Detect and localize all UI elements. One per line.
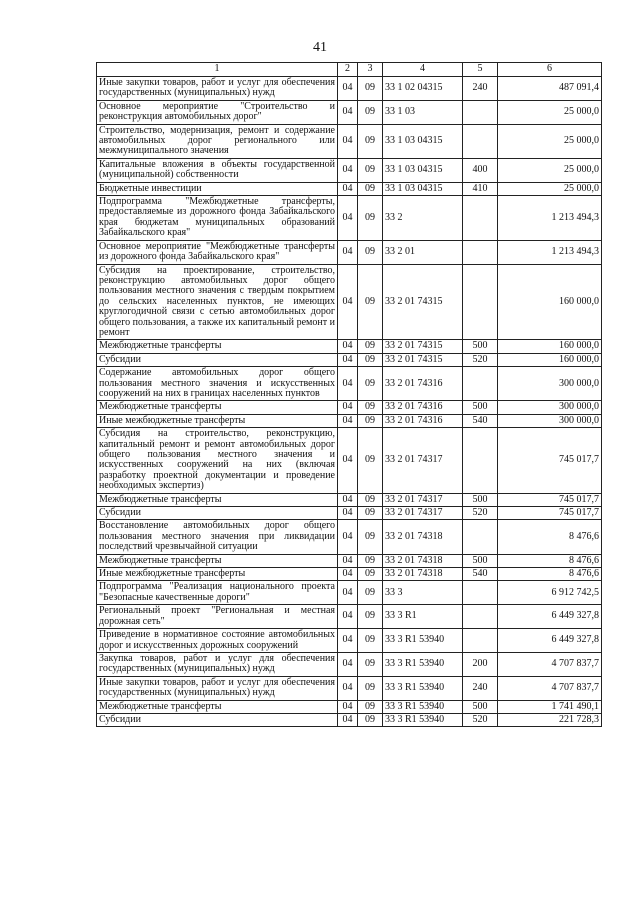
section-code-cell: 04 <box>338 367 358 401</box>
table-row <box>97 700 602 713</box>
row-name-cell: Основное мероприятие "Строительство и реконструкция автомобильных дорог" <box>97 100 338 124</box>
subsection-code-cell: 09 <box>358 605 383 629</box>
expense-type-cell <box>463 196 498 241</box>
section-code-cell: 04 <box>338 554 358 567</box>
budget-table <box>96 62 602 727</box>
table-row <box>97 414 602 427</box>
row-name-cell: Межбюджетные трансферты <box>97 401 338 414</box>
subsection-code-cell: 09 <box>358 367 383 401</box>
target-article-cell: 33 1 03 04315 <box>383 158 463 182</box>
section-code-cell: 04 <box>338 401 358 414</box>
table-row <box>97 428 602 493</box>
section-code-cell: 04 <box>338 700 358 713</box>
target-article-cell: 33 2 01 74315 <box>383 340 463 353</box>
header-cell: 6 <box>498 63 602 77</box>
section-code-cell: 04 <box>338 196 358 241</box>
expense-type-cell: 520 <box>463 353 498 366</box>
table-row <box>97 158 602 182</box>
expense-type-cell <box>463 605 498 629</box>
subsection-code-cell: 09 <box>358 554 383 567</box>
header-cell: 5 <box>463 63 498 77</box>
amount-cell: 4 707 837,7 <box>498 676 602 700</box>
amount-cell: 25 000,0 <box>498 158 602 182</box>
header-cell: 1 <box>97 63 338 77</box>
amount-cell: 4 707 837,7 <box>498 652 602 676</box>
row-name-cell: Межбюджетные трансферты <box>97 554 338 567</box>
expense-type-cell <box>463 428 498 493</box>
target-article-cell: 33 2 01 74315 <box>383 353 463 366</box>
amount-cell: 1 213 494,3 <box>498 240 602 264</box>
table-row <box>97 605 602 629</box>
section-code-cell: 04 <box>338 353 358 366</box>
target-article-cell: 33 3 R1 53940 <box>383 652 463 676</box>
section-code-cell: 04 <box>338 493 358 506</box>
table-row <box>97 581 602 605</box>
expense-type-cell <box>463 520 498 554</box>
target-article-cell: 33 2 01 74315 <box>383 264 463 340</box>
header-cell: 3 <box>358 63 383 77</box>
subsection-code-cell: 09 <box>358 414 383 427</box>
page-number: 41 <box>313 40 327 55</box>
row-name-cell: Субсидии <box>97 353 338 366</box>
row-name-cell: Капитальные вложения в объекты государственной (муниципальной) собственности <box>97 158 338 182</box>
table-row <box>97 264 602 340</box>
amount-cell: 160 000,0 <box>498 353 602 366</box>
expense-type-cell <box>463 629 498 653</box>
subsection-code-cell: 09 <box>358 629 383 653</box>
table-row <box>97 629 602 653</box>
subsection-code-cell: 09 <box>358 124 383 158</box>
amount-cell: 160 000,0 <box>498 264 602 340</box>
expense-type-cell <box>463 100 498 124</box>
expense-type-cell: 240 <box>463 676 498 700</box>
row-name-cell: Субсидия на проектирование, строительство, реконструкцию автомобильных дорог общего пользования местного значения с твердым покрытием до сельских населенных пунктов, не имеющих круглогодичной связи с сетью автомобильных дорог общего пользования, а также их капитальный ремонт и ремонт <box>97 264 338 340</box>
row-name-cell: Строительство, модернизация, ремонт и содержание автомобильных дорог регионального или межмуниципального значения <box>97 124 338 158</box>
row-name-cell: Субсидия на строительство, реконструкцию, капитальный ремонт и ремонт автомобильных дорог общего пользования местного значения и искусственных сооружений на них (включая разработку проектной документации и проведение необходимых экспертиз) <box>97 428 338 493</box>
section-code-cell: 04 <box>338 568 358 581</box>
expense-type-cell <box>463 124 498 158</box>
section-code-cell: 04 <box>338 652 358 676</box>
table-row <box>97 340 602 353</box>
target-article-cell: 33 2 01 74316 <box>383 401 463 414</box>
table-row <box>97 124 602 158</box>
section-code-cell: 04 <box>338 414 358 427</box>
section-code-cell: 04 <box>338 581 358 605</box>
target-article-cell: 33 2 01 74318 <box>383 520 463 554</box>
target-article-cell: 33 3 R1 <box>383 605 463 629</box>
amount-cell: 8 476,6 <box>498 554 602 567</box>
table-row <box>97 77 602 101</box>
table-row <box>97 240 602 264</box>
target-article-cell: 33 2 01 74318 <box>383 554 463 567</box>
section-code-cell: 04 <box>338 240 358 264</box>
row-name-cell: Бюджетные инвестиции <box>97 182 338 195</box>
amount-cell: 300 000,0 <box>498 367 602 401</box>
expense-type-cell <box>463 581 498 605</box>
row-name-cell: Субсидии <box>97 713 338 726</box>
row-name-cell: Межбюджетные трансферты <box>97 340 338 353</box>
section-code-cell: 04 <box>338 629 358 653</box>
expense-type-cell: 240 <box>463 77 498 101</box>
table-row <box>97 713 602 726</box>
target-article-cell: 33 3 R1 53940 <box>383 676 463 700</box>
row-name-cell: Закупка товаров, работ и услуг для обеспечения государственных (муниципальных) нужд <box>97 652 338 676</box>
table-row <box>97 196 602 241</box>
subsection-code-cell: 09 <box>358 100 383 124</box>
expense-type-cell: 200 <box>463 652 498 676</box>
expense-type-cell: 540 <box>463 414 498 427</box>
amount-cell: 1 741 490,1 <box>498 700 602 713</box>
amount-cell: 8 476,6 <box>498 568 602 581</box>
row-name-cell: Региональный проект "Региональная и местная дорожная сеть" <box>97 605 338 629</box>
section-code-cell: 04 <box>338 713 358 726</box>
row-name-cell: Подпрограмма "Реализация национального проекта "Безопасные качественные дороги" <box>97 581 338 605</box>
table-row <box>97 676 602 700</box>
subsection-code-cell: 09 <box>358 581 383 605</box>
target-article-cell: 33 2 01 74318 <box>383 568 463 581</box>
row-name-cell: Субсидии <box>97 507 338 520</box>
target-article-cell: 33 3 R1 53940 <box>383 713 463 726</box>
expense-type-cell: 540 <box>463 568 498 581</box>
row-name-cell: Иные закупки товаров, работ и услуг для обеспечения государственных (муниципальных) нужд <box>97 77 338 101</box>
amount-cell: 8 476,6 <box>498 520 602 554</box>
subsection-code-cell: 09 <box>358 652 383 676</box>
row-name-cell: Подпрограмма "Межбюджетные трансферты, предоставляемые из дорожного фонда Забайкальского края бюджетам муниципальных образований Забайкальского края" <box>97 196 338 241</box>
section-code-cell: 04 <box>338 77 358 101</box>
amount-cell: 300 000,0 <box>498 401 602 414</box>
table-row <box>97 554 602 567</box>
amount-cell: 6 449 327,8 <box>498 605 602 629</box>
table-row <box>97 507 602 520</box>
subsection-code-cell: 09 <box>358 240 383 264</box>
table-row <box>97 182 602 195</box>
amount-cell: 25 000,0 <box>498 124 602 158</box>
subsection-code-cell: 09 <box>358 182 383 195</box>
target-article-cell: 33 1 02 04315 <box>383 77 463 101</box>
subsection-code-cell: 09 <box>358 353 383 366</box>
subsection-code-cell: 09 <box>358 713 383 726</box>
expense-type-cell: 520 <box>463 507 498 520</box>
section-code-cell: 04 <box>338 676 358 700</box>
expense-type-cell: 500 <box>463 700 498 713</box>
table-row <box>97 353 602 366</box>
expense-type-cell: 500 <box>463 340 498 353</box>
target-article-cell: 33 2 01 <box>383 240 463 264</box>
expense-type-cell: 400 <box>463 158 498 182</box>
table-row <box>97 520 602 554</box>
target-article-cell: 33 2 01 74317 <box>383 507 463 520</box>
amount-cell: 300 000,0 <box>498 414 602 427</box>
target-article-cell: 33 1 03 <box>383 100 463 124</box>
table-row <box>97 652 602 676</box>
expense-type-cell <box>463 240 498 264</box>
section-code-cell: 04 <box>338 428 358 493</box>
expense-type-cell: 500 <box>463 554 498 567</box>
table-row <box>97 493 602 506</box>
amount-cell: 6 449 327,8 <box>498 629 602 653</box>
section-code-cell: 04 <box>338 124 358 158</box>
header-cell: 4 <box>383 63 463 77</box>
expense-type-cell: 500 <box>463 401 498 414</box>
row-name-cell: Приведение в нормативное состояние автомобильных дорог и искусственных дорожных сооружений <box>97 629 338 653</box>
subsection-code-cell: 09 <box>358 264 383 340</box>
section-code-cell: 04 <box>338 520 358 554</box>
section-code-cell: 04 <box>338 158 358 182</box>
expense-type-cell: 410 <box>463 182 498 195</box>
amount-cell: 745 017,7 <box>498 493 602 506</box>
subsection-code-cell: 09 <box>358 700 383 713</box>
row-name-cell: Содержание автомобильных дорог общего пользования местного значения и искусственных сооружений на них в границах населенных пунктов <box>97 367 338 401</box>
target-article-cell: 33 1 03 04315 <box>383 182 463 195</box>
section-code-cell: 04 <box>338 264 358 340</box>
target-article-cell: 33 2 01 74317 <box>383 428 463 493</box>
row-name-cell: Иные межбюджетные трансферты <box>97 568 338 581</box>
target-article-cell: 33 2 01 74316 <box>383 414 463 427</box>
subsection-code-cell: 09 <box>358 493 383 506</box>
section-code-cell: 04 <box>338 100 358 124</box>
subsection-code-cell: 09 <box>358 77 383 101</box>
target-article-cell: 33 3 R1 53940 <box>383 700 463 713</box>
target-article-cell: 33 2 01 74316 <box>383 367 463 401</box>
row-name-cell: Иные закупки товаров, работ и услуг для обеспечения государственных (муниципальных) нужд <box>97 676 338 700</box>
amount-cell: 6 912 742,5 <box>498 581 602 605</box>
table-row <box>97 568 602 581</box>
row-name-cell: Иные межбюджетные трансферты <box>97 414 338 427</box>
target-article-cell: 33 2 <box>383 196 463 241</box>
expense-type-cell <box>463 264 498 340</box>
table-row <box>97 367 602 401</box>
subsection-code-cell: 09 <box>358 340 383 353</box>
table-header-row <box>97 63 602 77</box>
expense-type-cell: 500 <box>463 493 498 506</box>
subsection-code-cell: 09 <box>358 158 383 182</box>
section-code-cell: 04 <box>338 507 358 520</box>
header-cell: 2 <box>338 63 358 77</box>
subsection-code-cell: 09 <box>358 401 383 414</box>
amount-cell: 25 000,0 <box>498 100 602 124</box>
amount-cell: 745 017,7 <box>498 507 602 520</box>
subsection-code-cell: 09 <box>358 568 383 581</box>
target-article-cell: 33 2 01 74317 <box>383 493 463 506</box>
row-name-cell: Межбюджетные трансферты <box>97 700 338 713</box>
table-body <box>97 77 602 727</box>
row-name-cell: Основное мероприятие "Межбюджетные трансферты из дорожного фонда Забайкальского края" <box>97 240 338 264</box>
section-code-cell: 04 <box>338 182 358 195</box>
section-code-cell: 04 <box>338 340 358 353</box>
subsection-code-cell: 09 <box>358 196 383 241</box>
target-article-cell: 33 3 <box>383 581 463 605</box>
target-article-cell: 33 1 03 04315 <box>383 124 463 158</box>
subsection-code-cell: 09 <box>358 428 383 493</box>
subsection-code-cell: 09 <box>358 507 383 520</box>
subsection-code-cell: 09 <box>358 520 383 554</box>
row-name-cell: Восстановление автомобильных дорог общего пользования местного значения при ликвидации последствий чрезвычайной ситуации <box>97 520 338 554</box>
expense-type-cell: 520 <box>463 713 498 726</box>
expense-type-cell <box>463 367 498 401</box>
target-article-cell: 33 3 R1 53940 <box>383 629 463 653</box>
row-name-cell: Межбюджетные трансферты <box>97 493 338 506</box>
amount-cell: 221 728,3 <box>498 713 602 726</box>
table-row <box>97 401 602 414</box>
amount-cell: 745 017,7 <box>498 428 602 493</box>
table-row <box>97 100 602 124</box>
amount-cell: 25 000,0 <box>498 182 602 195</box>
amount-cell: 1 213 494,3 <box>498 196 602 241</box>
subsection-code-cell: 09 <box>358 676 383 700</box>
amount-cell: 487 091,4 <box>498 77 602 101</box>
section-code-cell: 04 <box>338 605 358 629</box>
amount-cell: 160 000,0 <box>498 340 602 353</box>
